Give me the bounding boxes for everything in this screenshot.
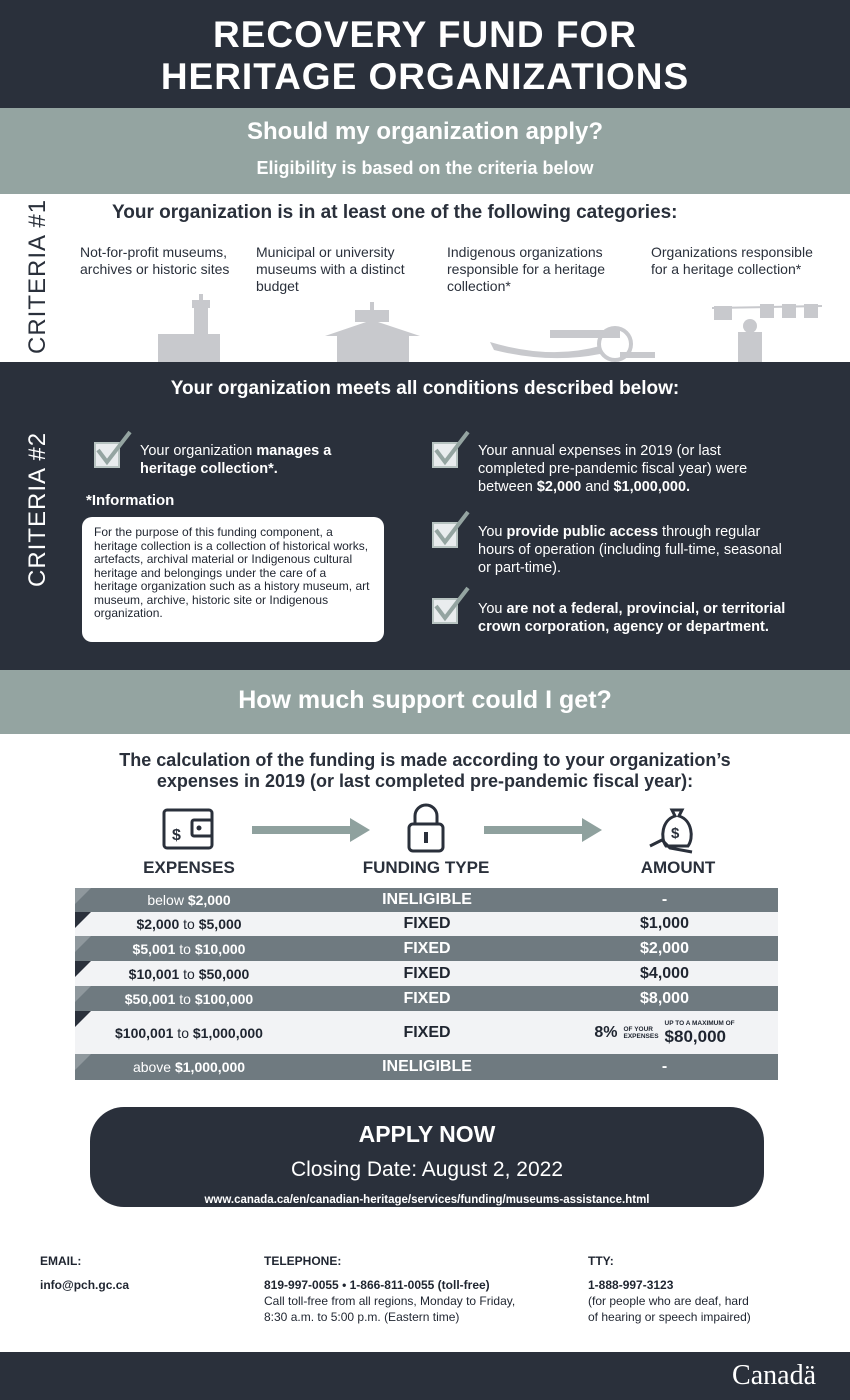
- funding-type: FIXED: [403, 1023, 451, 1041]
- padlock-icon: [406, 802, 446, 854]
- amount: -: [661, 891, 668, 908]
- amount: $1,000: [640, 915, 689, 932]
- category-not-for-profit: Not-for-profit museums, archives or historic sites: [80, 244, 230, 277]
- apply-now-panel: [90, 1107, 764, 1207]
- table-row: [75, 986, 778, 1011]
- condition-annual-expenses: Your annual expenses in 2019 (or last completed pre-pandemic fiscal year) were between $2,000 and $1,000,000.: [478, 443, 748, 495]
- funding-type: FIXED: [403, 989, 451, 1007]
- amount: $4,000: [640, 964, 689, 982]
- table-row: [75, 936, 778, 961]
- funding-type: FIXED: [403, 939, 451, 957]
- category-indigenous: Indigenous organizations responsible for a heritage collection*: [447, 244, 605, 294]
- svg-text:$: $: [671, 825, 680, 842]
- expense-range: $100,001 to $1,000,000: [115, 1024, 263, 1041]
- funding-table: [75, 888, 778, 1080]
- table-row: [75, 1054, 778, 1080]
- funding-type: INELIGIBLE: [382, 1058, 472, 1075]
- condition-public-access: You provide public access through regular hours of operation (including full-time, seasonal or part-time).: [478, 524, 782, 576]
- column-expenses: EXPENSES: [143, 858, 235, 877]
- tty-number: 1-888-997-3123: [588, 1278, 674, 1292]
- canada-wordmark: Canadä: [732, 1360, 816, 1391]
- table-row: [75, 961, 778, 986]
- closing-date: Closing Date: August 2, 2022: [290, 1158, 563, 1181]
- category-heritage-collection: Organizations responsible for a heritage collection*: [651, 244, 813, 277]
- eligibility-subtitle: Eligibility is based on the criteria below: [256, 158, 594, 178]
- funding-type: FIXED: [403, 915, 451, 932]
- expense-range: $2,000 to $5,000: [136, 916, 242, 932]
- calculation-description: The calculation of the funding is made according to your organization’s expenses in 2019 (or last completed pre-pandemic fiscal year):: [119, 750, 731, 791]
- apply-now-title: APPLY NOW: [358, 1121, 496, 1147]
- column-funding-type: FUNDING TYPE: [362, 858, 490, 877]
- eligibility-question: Should my organization apply?: [246, 118, 603, 145]
- amount: $8,000: [640, 989, 689, 1007]
- laundry-line-illustration: [712, 298, 822, 362]
- criteria-2-section: [0, 362, 850, 670]
- expense-range: $10,001 to $50,000: [128, 965, 250, 982]
- apply-url-link[interactable]: www.canada.ca/en/canadian-heritage/services/funding/museums-assistance.html: [204, 1194, 650, 1206]
- funding-type: FIXED: [403, 964, 451, 982]
- column-amount: AMOUNT: [640, 858, 716, 877]
- info-title: *Information: [86, 492, 175, 509]
- contact-email: EMAIL: info@pch.gc.ca: [40, 1254, 130, 1292]
- expense-range: below $2,000: [147, 892, 231, 908]
- expense-range: $5,001 to $10,000: [132, 940, 246, 957]
- contact-tty: TTY: 1-888-997-3123 (for people who are deaf, hard of hearing or speech impaired): [588, 1254, 751, 1324]
- criteria-2-label: CRITERIA #2: [24, 431, 51, 587]
- money-bag-icon: [648, 802, 704, 854]
- lighthouse-illustration: [158, 294, 220, 362]
- arrow-right-icon: [484, 826, 584, 834]
- canoe-cannon-illustration: [490, 324, 655, 362]
- checkbox-icon: [432, 522, 458, 548]
- svg-text:$: $: [172, 827, 181, 844]
- expense-range: $50,001 to $100,000: [124, 990, 254, 1007]
- expense-range: above $1,000,000: [132, 1059, 246, 1075]
- wallet-icon: [162, 806, 216, 852]
- criteria-1-label: CRITERIA #1: [24, 198, 51, 354]
- email-link[interactable]: info@pch.gc.ca: [40, 1278, 130, 1292]
- checkbox-icon: [432, 442, 458, 468]
- header-banner: [0, 0, 850, 108]
- criteria-2-heading: Your organization meets all conditions described below:: [170, 378, 680, 399]
- checkbox-icon: [94, 442, 120, 468]
- amount: $2,000: [640, 939, 689, 957]
- table-row: [75, 888, 778, 912]
- eligibility-banner: [0, 108, 850, 194]
- amount-percentage: 8% OF YOUR EXPENSES UP TO A MAXIMUM OF $80,000: [594, 1019, 735, 1046]
- contact-telephone: TELEPHONE: 819-997-0055 • 1-866-811-0055 (toll-free) Call toll-free from all regions, Monday to Friday, 8:30 a.m. to 5:00 p.m. (Eastern time): [264, 1254, 516, 1324]
- category-municipal-university: Municipal or university museums with a distinct budget: [256, 244, 405, 294]
- page-title: RECOVERY FUND FOR HERITAGE ORGANIZATIONS: [160, 14, 690, 97]
- amount: -: [661, 1058, 668, 1075]
- pagoda-illustration: [325, 302, 420, 362]
- table-row: [75, 912, 778, 936]
- phone-numbers: 819-997-0055 • 1-866-811-0055 (toll-free): [264, 1278, 490, 1292]
- criteria-1-section: [0, 194, 850, 362]
- condition-manages-collection: Your organization manages a heritage collection*.: [140, 443, 332, 477]
- checkbox-icon: [432, 598, 458, 624]
- footer-bar: [0, 1352, 850, 1400]
- info-box: For the purpose of this funding component, a heritage collection is a collection of historical works, artefacts, archival material or Indigenous cultural heritage and belongings under the care of a heritage organization such as a history museum, art museum, archive, historic site or Indigenous organization.: [82, 517, 384, 642]
- support-banner: How much support could I get?: [0, 670, 850, 734]
- funding-type: INELIGIBLE: [382, 891, 472, 908]
- condition-not-crown-corporation: You are not a federal, provincial, or territorial crown corporation, agency or department.: [478, 601, 786, 635]
- arrow-right-icon: [252, 826, 352, 834]
- table-row: [75, 1011, 778, 1054]
- criteria-1-heading: Your organization is in at least one of the following categories:: [112, 202, 678, 223]
